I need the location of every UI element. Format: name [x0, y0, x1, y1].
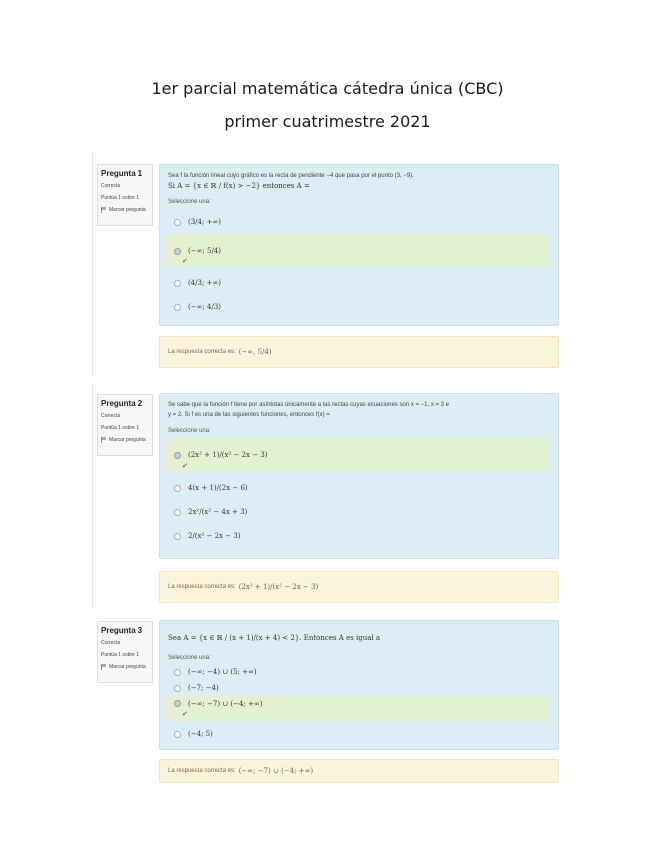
question-number: [101, 626, 149, 635]
correct-answer-feedback: [159, 759, 559, 783]
radio-button[interactable]: [174, 685, 181, 692]
question-word: Pregunta: [101, 169, 136, 178]
question-state: Correcta: [101, 413, 121, 419]
question-3: [92, 617, 562, 787]
flag-question-label: Marcar pregunta: [109, 437, 146, 443]
question-number-value: 2: [137, 399, 143, 408]
flag-question-label: Marcar pregunta: [109, 207, 146, 213]
answer-option-correct[interactable]: [168, 696, 550, 722]
answer-option-text: (−7; −4): [188, 684, 219, 692]
question-info: [97, 394, 153, 456]
answer-option-text: (−∞; 4/3): [188, 303, 222, 311]
answer-option[interactable]: [168, 271, 550, 295]
answer-option[interactable]: [168, 476, 550, 500]
question-content: [159, 164, 559, 326]
radio-button[interactable]: [174, 280, 181, 287]
question-content: [159, 393, 559, 559]
flag-icon: [101, 664, 107, 670]
document-title: 1er parcial matemática cátedra única (CBC): [151, 79, 504, 98]
question-word: Pregunta: [101, 399, 136, 408]
question-number-value: 1: [137, 169, 143, 178]
feedback-answer: (2x² + 1)/(x² − 2x − 3): [238, 583, 319, 591]
question-word: Pregunta: [101, 626, 136, 635]
question-score: Puntúa 1 sobre 1: [101, 195, 140, 201]
question-number: [101, 399, 149, 408]
answer-option[interactable]: [168, 724, 550, 744]
question-number-value: 3: [137, 626, 143, 635]
answer-option-text: (−∞; 5/4): [188, 247, 222, 255]
question-2: [92, 385, 562, 607]
question-text-line: Sea A = {x ∈ ℝ / (x + 1)/(x + 4) < 2}. Entonces A es igual a: [168, 634, 381, 642]
question-info: [97, 164, 153, 226]
flag-icon: [101, 207, 107, 213]
select-one-label: Seleccione una:: [168, 428, 211, 434]
question-content: [159, 620, 559, 750]
question-state: Correcta: [101, 183, 121, 189]
answer-option-text: (3/4; +∞): [188, 218, 222, 226]
feedback-label: La respuesta correcta es:: [168, 584, 236, 590]
answer-option[interactable]: [168, 211, 550, 233]
answer-option-text: 4(x + 1)/(2x − 6): [188, 484, 248, 492]
flag-question-link[interactable]: [101, 437, 149, 443]
check-icon: ✔: [182, 463, 188, 470]
select-one-label: Seleccione una:: [168, 199, 211, 205]
question-text: [168, 171, 550, 191]
answer-option-text: (2x² + 1)/(x² − 2x − 3): [188, 451, 268, 459]
radio-button[interactable]: [174, 700, 181, 707]
answer-option[interactable]: [168, 295, 550, 319]
correct-answer-feedback: [159, 336, 559, 368]
select-one-label: Seleccione una:: [168, 655, 211, 661]
radio-button[interactable]: [174, 485, 181, 492]
feedback-label: La respuesta correcta es:: [168, 349, 236, 355]
radio-button[interactable]: [174, 304, 181, 311]
radio-button[interactable]: [174, 509, 181, 516]
answer-option-text: (4/3; +∞): [188, 279, 222, 287]
answer-option[interactable]: [168, 664, 550, 680]
answer-option-text: 2x²/(x² − 4x + 3): [188, 508, 248, 516]
question-info: [97, 621, 153, 683]
document-subtitle: primer cuatrimestre 2021: [224, 112, 431, 131]
question-1: [92, 153, 562, 375]
radio-button[interactable]: [174, 669, 181, 676]
radio-button[interactable]: [174, 533, 181, 540]
flag-question-link[interactable]: [101, 664, 149, 670]
question-text: [168, 633, 550, 643]
answer-option[interactable]: [168, 524, 550, 548]
check-icon: ✔: [182, 258, 188, 265]
feedback-answer: (−∞; −7) ∪ (−4; +∞): [238, 767, 314, 775]
answer-option-text: (−4; 5): [188, 730, 213, 738]
answer-option-correct[interactable]: [168, 438, 550, 472]
question-score: Puntúa 1 sobre 1: [101, 425, 140, 431]
answer-option-correct[interactable]: [168, 235, 550, 267]
radio-button[interactable]: [174, 731, 181, 738]
question-text-line: y = 2. Si f es una de las siguientes funciones, entonces f(x) =: [168, 412, 330, 418]
radio-button[interactable]: [174, 452, 181, 459]
answer-option-text: (−∞; −4) ∪ (5; +∞): [188, 668, 257, 676]
answer-option[interactable]: [168, 500, 550, 524]
feedback-answer: (−∞, 5/4): [238, 348, 272, 356]
correct-answer-feedback: [159, 571, 559, 603]
answer-option[interactable]: [168, 680, 550, 696]
question-state: Correcta: [101, 640, 121, 646]
answer-option-text: 2/(x² − 2x − 3): [188, 532, 241, 540]
question-text: [168, 400, 550, 420]
answer-option-text: (−∞; −7) ∪ (−4; +∞): [188, 700, 263, 708]
question-text-line: Sea f la función lineal cuyo gráfico es la recta de pendiente −4 que pasa por el punto (3, −9).: [168, 173, 414, 179]
flag-question-link[interactable]: [101, 207, 149, 213]
flag-icon: [101, 437, 107, 443]
feedback-label: La respuesta correcta es:: [168, 768, 236, 774]
question-number: [101, 169, 149, 178]
question-score: Puntúa 1 sobre 1: [101, 652, 140, 658]
check-icon: ✔: [182, 711, 188, 718]
question-text-line: Se sabe que la función f tiene por asíntotas únicamente a las rectas cuyas ecuaciones son x = −1, x = 3 e: [168, 402, 450, 408]
radio-button[interactable]: [174, 219, 181, 226]
flag-question-label: Marcar pregunta: [109, 664, 146, 670]
question-text-line: Si A = {x ∈ ℝ / f(x) > −2} entonces A =: [168, 182, 310, 190]
radio-button[interactable]: [174, 248, 181, 255]
